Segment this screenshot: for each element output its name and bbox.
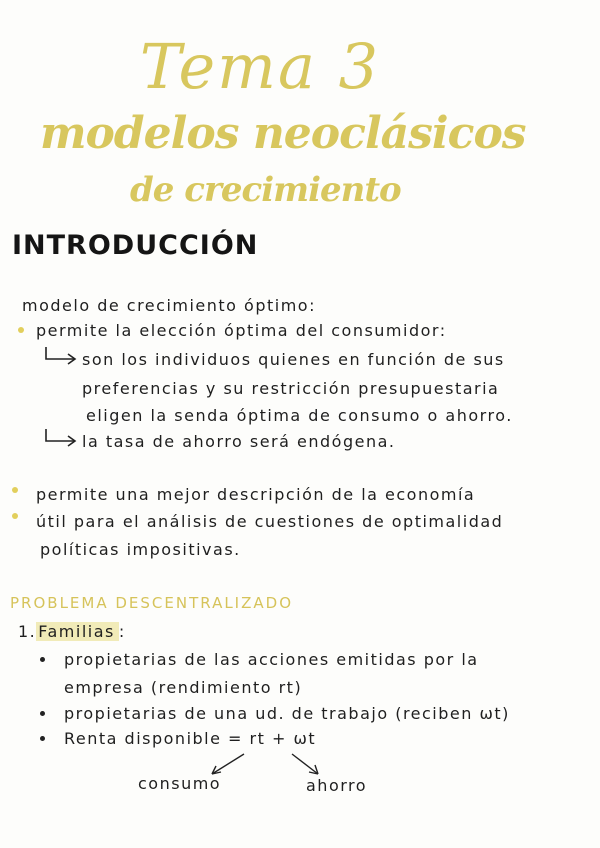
item-colon: :	[118, 622, 126, 641]
intro-bullet-2: permite una mejor descripción de la economía	[36, 485, 476, 504]
title-line-1: Tema 3	[139, 30, 381, 103]
families-bullet-1-line-1: propietarias de las acciones emitidas por la	[64, 650, 479, 669]
branch-left-label: consumo	[138, 774, 222, 793]
bullet-dot	[12, 487, 18, 493]
title-line-3: de crecimiento	[130, 170, 401, 210]
branch-right-label: ahorro	[306, 776, 368, 795]
arrow-1-line-2: preferencias y su restricción presupuestaria	[82, 379, 500, 398]
bullet-dot	[40, 657, 45, 662]
arrow-1-line-1: son los individuos quienes en función de sus	[82, 350, 505, 369]
arrow-icon	[44, 427, 80, 449]
arrow-2: la tasa de ahorro será endógena.	[82, 432, 396, 451]
intro-heading: INTRODUCCIÓN	[12, 230, 259, 261]
arrow-icon	[44, 345, 80, 367]
families-bullet-3: Renta disponible = rt + ωt	[64, 729, 317, 748]
families-bullet-2: propietarias de una ud. de trabajo (reciben ωt)	[64, 704, 510, 723]
bullet-dot	[12, 513, 18, 519]
intro-lead: modelo de crecimiento óptimo:	[22, 296, 316, 315]
section-item	[18, 622, 126, 641]
title-line-2: modelos neoclásicos	[40, 108, 526, 159]
bullet-dot	[40, 736, 45, 741]
intro-bullet-1: permite la elección óptima del consumidor:	[36, 321, 447, 340]
intro-bullet-3-line-1: útil para el análisis de cuestiones de optimalidad	[36, 512, 504, 531]
arrow-1-line-3: eligen la senda óptima de consumo o ahorro.	[86, 406, 513, 425]
bullet-dot	[18, 327, 24, 333]
families-bullet-1-line-2: empresa (rendimiento rt)	[64, 678, 303, 697]
intro-bullet-3-line-2: políticas impositivas.	[40, 540, 241, 559]
item-label: Familias	[36, 622, 119, 641]
bullet-dot	[40, 711, 45, 716]
item-number: 1.	[18, 622, 37, 641]
section-title: PROBLEMA DESCENTRALIZADO	[10, 594, 294, 612]
